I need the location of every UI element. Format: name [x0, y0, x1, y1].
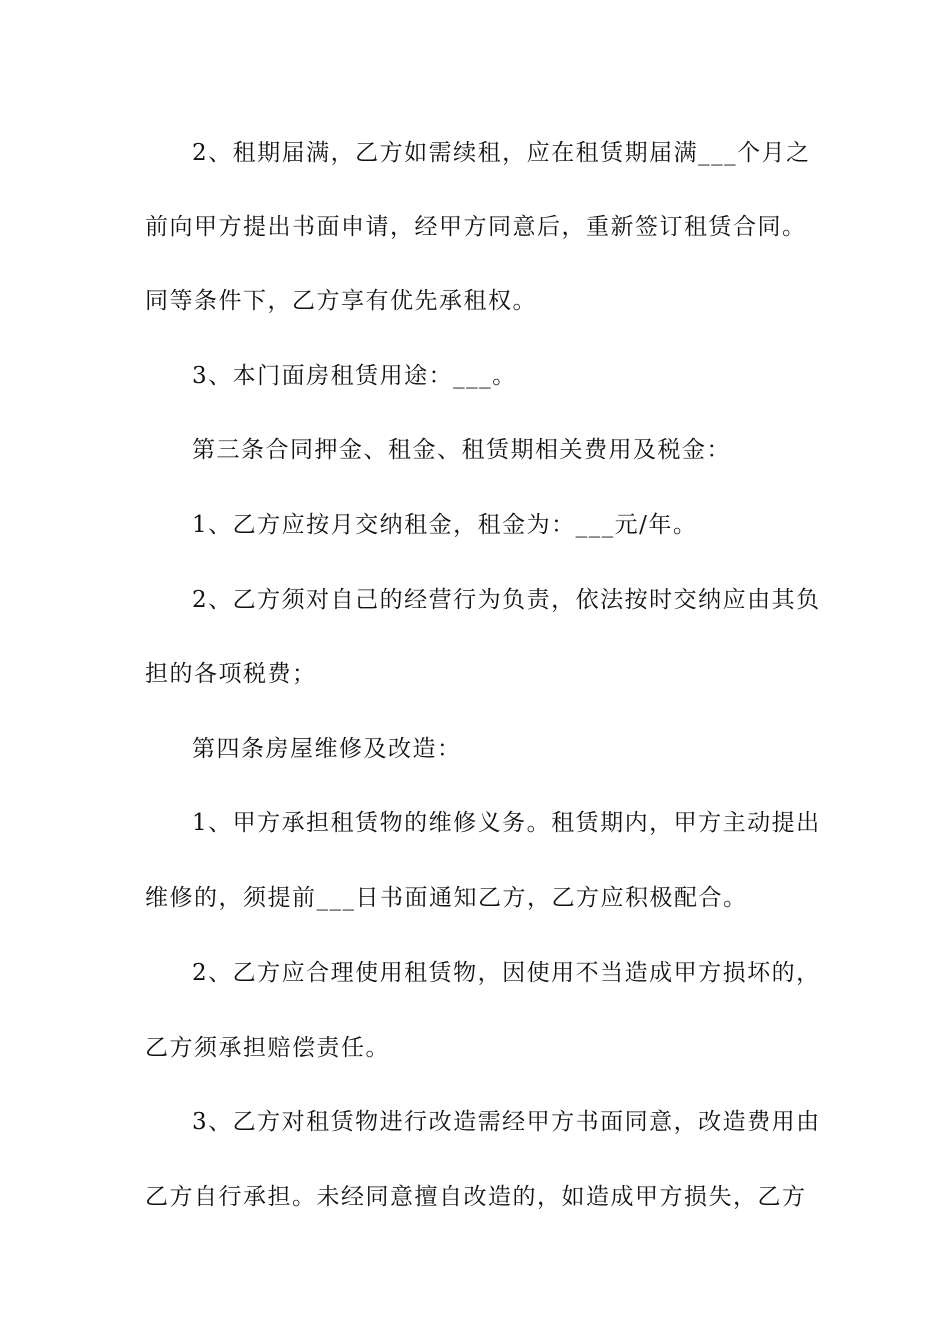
- para-1-line-3: 同等条件下，乙方享有优先承租权。: [145, 288, 537, 314]
- section-heading-3: 第三条合同押金、租金、租赁期相关费用及税金：: [192, 437, 731, 463]
- para-4-line-1: 1、乙方应按月交纳租金，租金为：___元/年。: [192, 512, 698, 538]
- para-1-line-1: 2、租期届满，乙方如需续租，应在租赁期届满___个月之: [192, 140, 811, 166]
- para-5-line-2: 担的各项税费；: [145, 661, 317, 687]
- para-8-line-2: 乙方须承担赔偿责任。: [145, 1035, 390, 1061]
- para-7-line-1: 1、甲方承担租赁物的维修义务。租赁期内，甲方主动提出: [192, 810, 821, 836]
- section-heading-4: 第四条房屋维修及改造：: [192, 736, 462, 762]
- para-5-line-1: 2、乙方须对自己的经营行为负责，依法按时交纳应由其负: [192, 587, 821, 613]
- para-1-line-2: 前向甲方提出书面申请，经甲方同意后，重新签订租赁合同。: [145, 214, 807, 240]
- para-9-line-1: 3、乙方对租赁物进行改造需经甲方书面同意，改造费用由: [192, 1109, 821, 1135]
- para-7-line-2: 维修的，须提前___日书面通知乙方，乙方应积极配合。: [145, 885, 748, 911]
- para-2-line-1: 3、本门面房租赁用途：___。: [192, 363, 517, 389]
- para-9-line-2: 乙方自行承担。未经同意擅自改造的，如造成甲方损失，乙方: [145, 1184, 807, 1210]
- para-8-line-1: 2、乙方应合理使用租赁物，因使用不当造成甲方损坏的，: [192, 960, 821, 986]
